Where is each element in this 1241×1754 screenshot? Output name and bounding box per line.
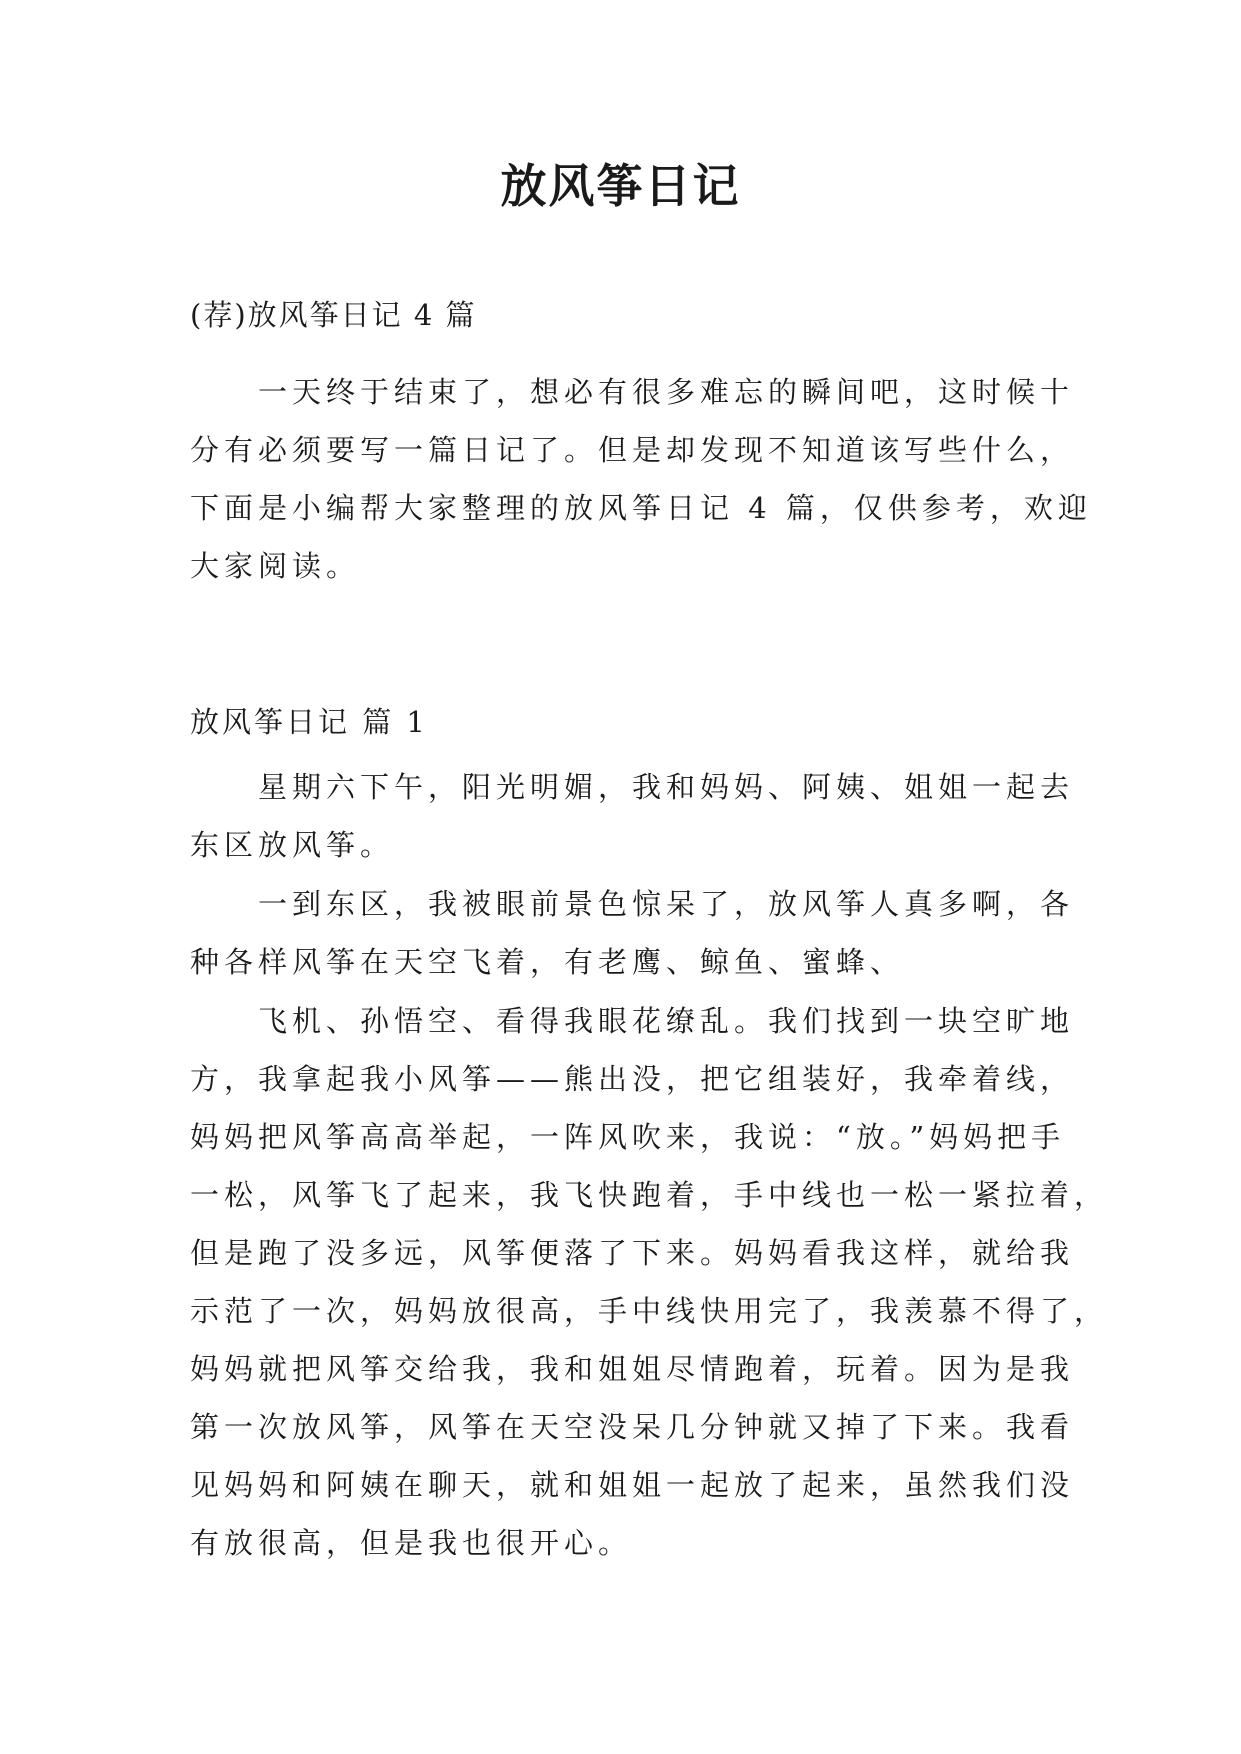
intro-line: 下面是小编帮大家整理的放风筝日记 4 篇，仅供参考，欢迎: [190, 491, 1092, 525]
paragraph-line: 种各样风筝在天空飞着，有老鹰、鲸鱼、蜜蜂、: [190, 945, 905, 979]
paragraph-line: 示范了一次，妈妈放很高，手中线快用完了，我羡慕不得了，: [190, 1294, 1109, 1328]
section-heading: 放风筝日记 篇 1: [190, 705, 428, 739]
intro-line: 大家阅读。: [190, 549, 361, 583]
document-title: 放风筝日记: [500, 159, 741, 213]
paragraph-line: 但是跑了没多远，风筝便落了下来。妈妈看我这样，就给我: [190, 1236, 1075, 1270]
paragraph-line: 见妈妈和阿姨在聊天，就和姐姐一起放了起来，虽然我们没: [190, 1468, 1075, 1502]
intro-line: 一天终于结束了，想必有很多难忘的瞬间吧，这时候十: [258, 375, 1075, 409]
document-subtitle: (荐)放风筝日记 4 篇: [190, 298, 477, 332]
paragraph-line: 妈妈就把风筝交给我，我和姐姐尽情跑着，玩着。因为是我: [190, 1352, 1075, 1386]
paragraph-line: 第一次放风筝，风筝在天空没呆几分钟就又掉了下来。我看: [190, 1410, 1075, 1444]
paragraph-line: 妈妈把风筝高高举起，一阵风吹来，我说：“放。”妈妈把手: [190, 1120, 1066, 1154]
intro-line: 分有必须要写一篇日记了。但是却发现不知道该写些什么，: [190, 433, 1075, 467]
paragraph-2: [190, 875, 1075, 991]
paragraph-line: 星期六下午，阳光明媚，我和妈妈、阿姨、姐姐一起去: [258, 770, 1075, 804]
paragraph-line: 一到东区，我被眼前景色惊呆了，放风筝人真多啊，各: [258, 887, 1075, 921]
intro-paragraph: [190, 363, 1092, 595]
paragraph-line: 飞机、孙悟空、看得我眼花缭乱。我们找到一块空旷地: [258, 1004, 1075, 1038]
paragraph-line: 一松，风筝飞了起来，我飞快跑着，手中线也一松一紧拉着，: [190, 1178, 1109, 1212]
paragraph-line: 东区放风筝。: [190, 828, 395, 862]
paragraph-3: [190, 992, 1109, 1572]
paragraph-line: 有放很高，但是我也很开心。: [190, 1526, 633, 1560]
paragraph-line: 方，我拿起我小风筝——熊出没，把它组装好，我牵着线，: [190, 1062, 1075, 1096]
paragraph-1: [190, 758, 1075, 874]
